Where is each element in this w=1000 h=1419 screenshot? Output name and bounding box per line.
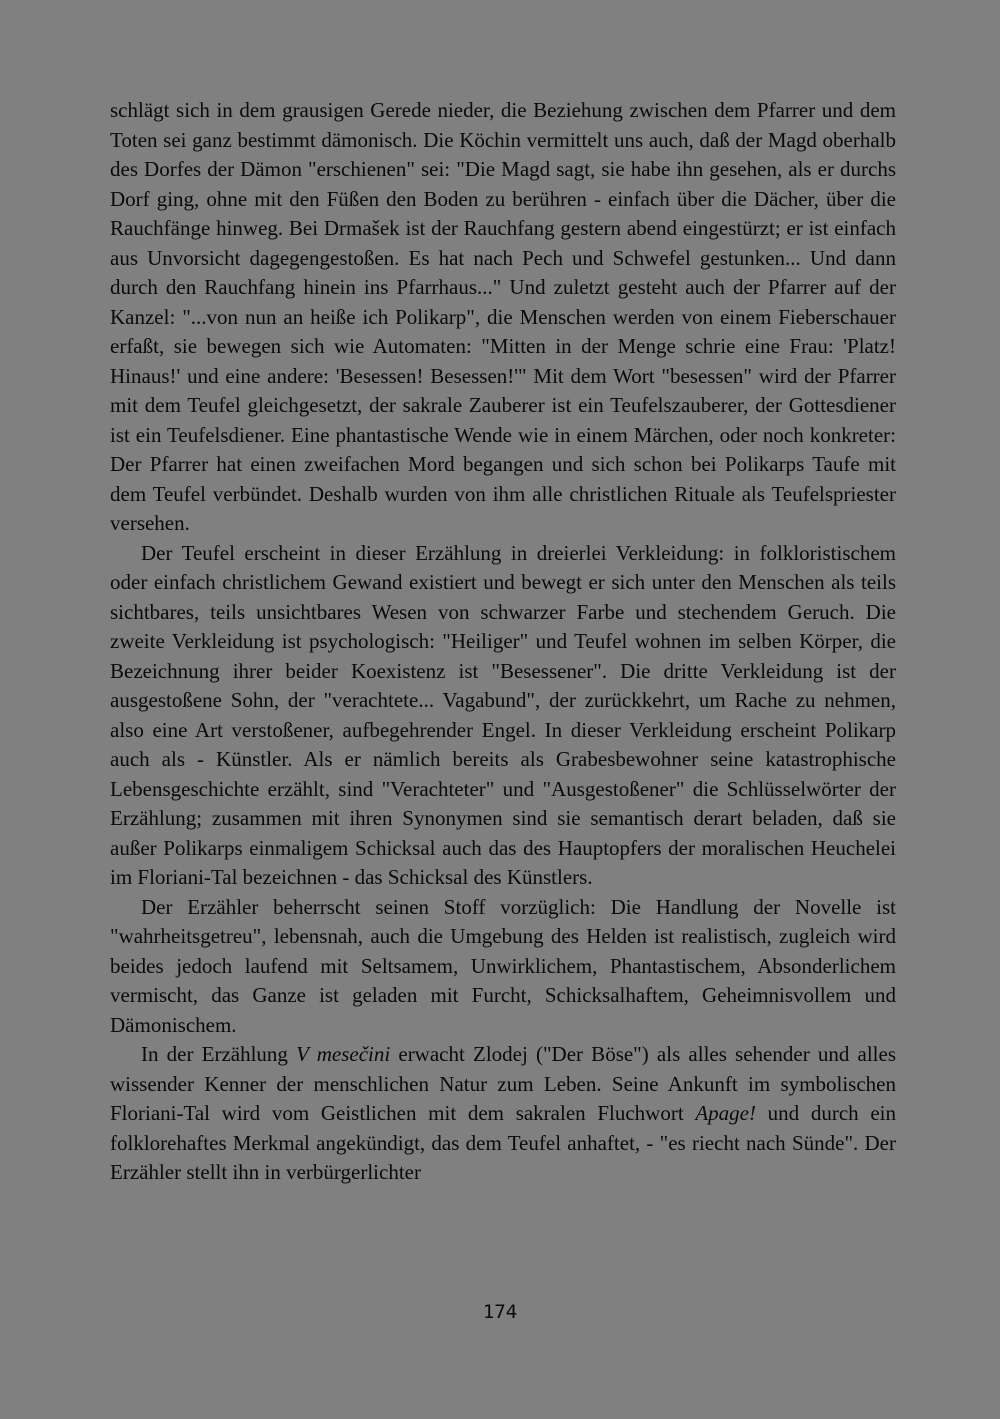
paragraph-4-text-b: erwacht Zlodej ("Der Böse") als alles sehender und alles wissender Kenner der menschlichen Natur zum Leben. Seine Ankunft im symbolischen Floriani-Tal wird vom Geistlichen mit dem sakralen Fluchwort — [110, 1042, 897, 1125]
paragraph-1 — [110, 96, 896, 539]
paragraph-4 — [110, 1040, 896, 1188]
curse-word-apage: Apage! — [695, 1101, 756, 1125]
paragraph-2 — [110, 539, 896, 893]
paragraph-1-text: schlägt sich in dem grausigen Gerede nieder, die Beziehung zwischen dem Pfarrer und dem Toten sei ganz bestimmt dämonisch. Die Köchin vermittelt uns auch, daß der Magd oberhalb des Dorfes der Dämon "erschienen" sei: "Die Magd sagt, sie habe ihn gesehen, als er durchs Dorf ging, ohne mit den Füßen den Boden zu berühren - einfach über die Dächer, über die Rauchfänge hinweg. Bei Drmašek ist der Rauchfang gestern abend eingestürzt; er ist einfach aus Unvorsicht dagegengestoßen. Es hat nach Pech und Schwefel gestunken... Und dann durch den Rauchfang hinein ins Pfarrhaus..." Und zuletzt gesteht auch der Pfarrer auf der Kanzel: "...von nun an heiße ich Polikarp", die Menschen werden von einem Fieberschauer erfaßt, sie bewegen sich wie Automaten: "Mitten in der Menge schrie eine Frau: 'Platz! Hinaus!' und eine andere: 'Besessen! Besessen!'" Mit dem Wort "besessen" wird der Pfarrer mit dem Teufel gleichgesetzt, der sakrale Zauberer ist ein Teufelszauberer, der Gottesdiener ist ein Teufelsdiener. Eine phantastische Wende wie in einem Märchen, oder noch konkreter: Der Pfarrer hat einen zweifachen Mord begangen und sich schon bei Polikarps Taufe mit dem Teufel verbündet. Deshalb wurden von ihm alle christlichen Rituale als Teufelspriester versehen. — [110, 98, 896, 535]
paragraph-3 — [110, 893, 896, 1041]
paragraph-3-text: Der Erzähler beherrscht seinen Stoff vorzüglich: Die Handlung der Novelle ist "wahrheitsgetreu", lebensnah, auch die Umgebung des Helden ist realistisch, zugleich wird beides jedoch laufend mit Seltsamem, Unwirklichem, Phantastischem, Absonderlichem vermischt, das Ganze ist geladen mit Furcht, Schicksalhaftem, Geheimnisvollem und Dämonischem. — [110, 894, 896, 1037]
paragraph-4-text-a: In der Erzählung — [141, 1042, 297, 1066]
paragraph-2-text: Der Teufel erscheint in dieser Erzählung in dreierlei Verkleidung: in folkloristischem oder einfach christlichem Gewand existiert und bewegt er sich unter den Menschen als teils sichtbares, teils unsichtbares Wesen von schwarzer Farbe und stechendem Geruch. Die zweite Verkleidung ist psychologisch: "Heiliger" und Teufel wohnen im selben Körper, die Bezeichnung ihrer beider Koexistenz ist "Besessener". Die dritte Verkleidung ist der ausgestoßene Sohn, der "verachtete... Vagabund", der zurückkehrt, um Rache zu nehmen, also eine Art verstoßener, aufbegehrender Engel. In dieser Verkleidung erscheint Polikarp auch als - Künstler. Als er nämlich bereits als Grabesbewohner seine katastrophische Lebensgeschichte erzählt, sind "Verachteter" und "Ausgestoßener" die Schlüsselwörter der Erzählung; zusammen mit ihren Synonymen sind sie semantisch derart beladen, daß sie außer Polikarps einmaligem Schicksal auch das des Hauptopfers der moralischen Heuchelei im Floriani-Tal bezeichnen - das Schicksal des Künstlers. — [110, 540, 896, 889]
document-page — [110, 96, 896, 1356]
paragraph-4-text-c: und durch ein folklorehaftes Merkmal angekündigt, das dem Teufel anhaftet, - "es riecht nach Sünde". Der Erzähler stellt ihn in verbürgerlichter — [110, 1101, 896, 1184]
page-number: 174 — [482, 1301, 518, 1323]
work-title-v-mesecini: V mesečini — [296, 1042, 391, 1066]
